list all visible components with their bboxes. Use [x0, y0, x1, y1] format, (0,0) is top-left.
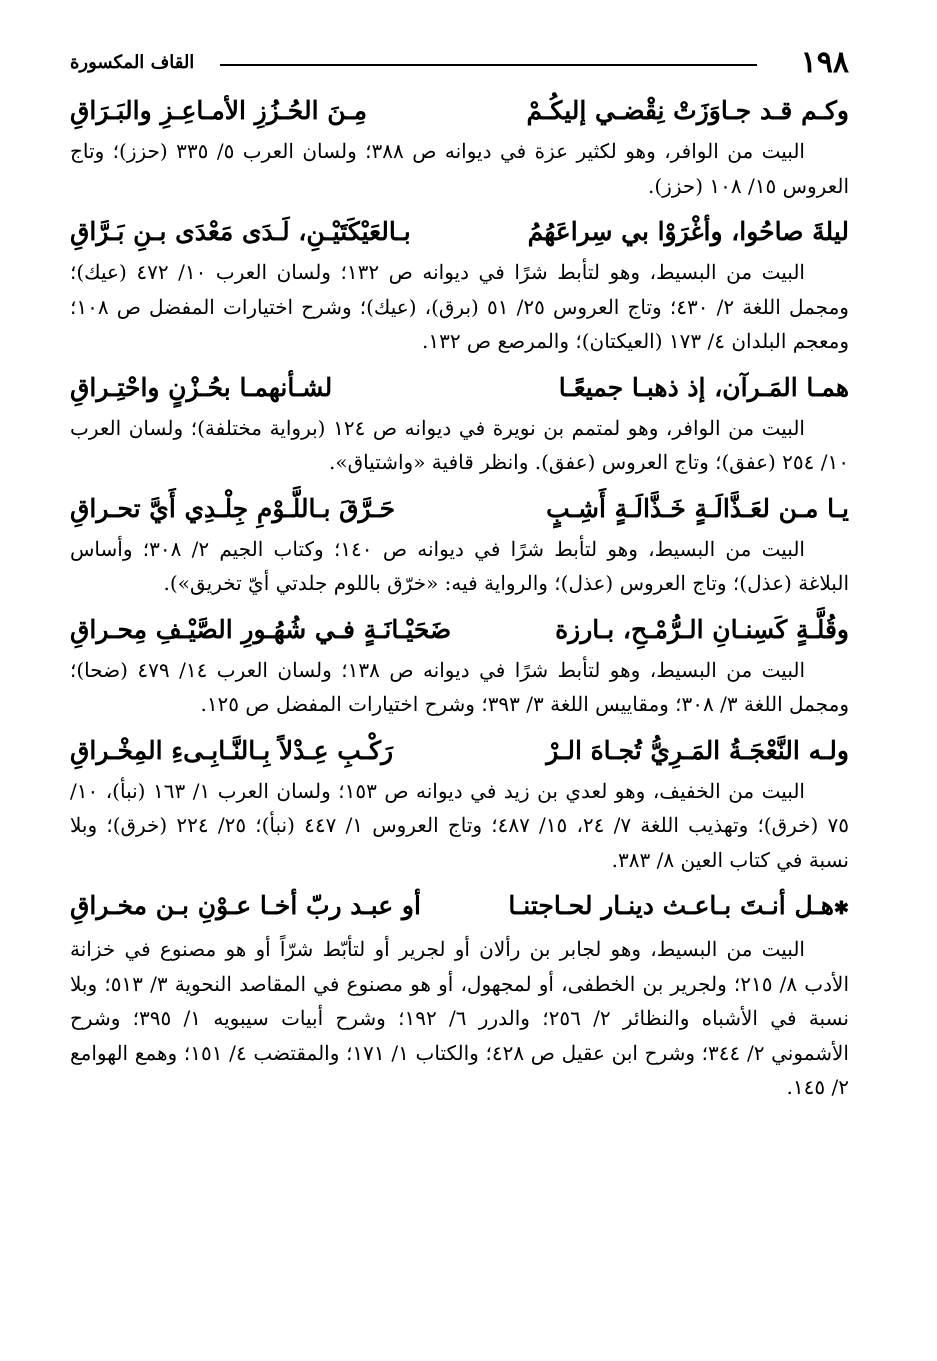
verse-commentary: البيت من الخفيف، وهو لعدي بن زيد في ديوانه ص ١٥٣؛ ولسان العرب ١/ ١٦٣ (نبأ)، ١٠/ ٧٥ (خرق)؛ وتهذيب اللغة ٧/ ٢٤، ١٥/ ٤٨٧؛ وتاج العروس ١/ ٤٤٧ (نبأ)؛ ٢٥/ ٢٢٤ (خرق)؛ وبلا نسبة في كتاب العين ٨/ ٣٨٣.: [70, 778, 849, 872]
verse-entry: [70, 885, 849, 1105]
verse-entry: [70, 730, 849, 878]
verse-commentary: البيت من الوافر، وهو لمتمم بن نويرة في ديوانه ص ١٢٤ (برواية مختلفة)؛ ولسان العرب ١٠/ ٢٥٤ (عفق)؛ وتاج العروس (عفق). وانظر قافية «واشتياق».: [70, 415, 849, 474]
verse-line: [70, 90, 849, 132]
verse-line: [70, 211, 849, 253]
verse-entry: [70, 488, 849, 601]
verse-first-hemistich: يـا مـن لعَـذَّالَـةٍ خَـذَّالَـةٍ أَشِـبٍ: [546, 493, 849, 523]
verse-line: [70, 730, 849, 772]
verse-second-hemistich: بـالعَيْكَتَيْـنِ، لَـدَى مَعْدَى بـنِ بَـرَّاقِ: [70, 217, 411, 246]
header-rule: [220, 64, 757, 66]
verse-entry: [70, 609, 849, 722]
verse-second-hemistich: رَكْـبِ عِـدْلاً بِـالنَّـابِـىءِ المِخْـراقِ: [70, 735, 394, 765]
verse-second-hemistich: لشـأنهمـا بحُـزْنٍ واحْتِـراقِ: [70, 372, 333, 402]
verse-entry: [70, 211, 849, 359]
verse-commentary: البيت من البسيط، وهو لتأبط شرًا في ديوانه ص ١٣٨؛ ولسان العرب ١٤/ ٤٧٩ (ضحا)؛ ومجمل اللغة ٣/ ٣٠٨؛ ومقاييس اللغة ٣/ ٣٩٣؛ وشرح اختيارات المفضل ص ١٢٥.: [70, 657, 849, 716]
verse-entry: [70, 90, 849, 203]
verse-line: [70, 609, 849, 651]
verse-line: [70, 367, 849, 409]
verse-second-hemistich: حَـرَّقَ بـاللَّـوْمِ جِلْـدِي أَيَّ تحـراقِ: [70, 493, 396, 523]
verse-second-hemistich: ضَحَيْـانَـةٍ فـي شُهُـورِ الصَّيْـفِ مِحـراقِ: [70, 614, 452, 644]
verse-first-hemistich: ولـه النَّعْجَـةُ المَـرِيُّ تُجـاهَ الـرْ: [546, 735, 849, 765]
verse-first-hemistich: وكـم قـد جـاوَزَتْ نِقْضـي إليكُـمْ: [526, 96, 849, 125]
verse-line: [70, 488, 849, 530]
verse-second-hemistich: مِـنَ الحُـزُزِ الأمـاعِـزِ والبَـرَاقِ: [70, 96, 367, 125]
verse-commentary: البيت من البسيط، وهو لتأبط شرًا في ديوانه ص ١٣٢؛ ولسان العرب ١٠/ ٤٧٢ (عيك)؛ ومجمل اللغة ٢/ ٤٣٠؛ وتاج العروس ٢٥/ ٥١ (برق)، (عيك)؛ وشرح اختيارات المفضل ص ١٠٨؛ ومعجم البلدان ٤/ ١٧٣ (العيكتان)؛ والمرصع ص ١٣٢.: [70, 260, 849, 353]
verse-first-hemistich: وقُلَّـةٍ كَسِنـانِ الـرُّمْـحِ، بـارزة: [555, 614, 849, 644]
verse-first-hemistich: ليلةَ صاحُوا، وأغْرَوْا بي سِراعَهُمُ: [527, 217, 849, 246]
page-number: ١٩٨: [800, 44, 849, 80]
verse-line-marked: [70, 885, 849, 930]
verse-commentary: البيت من الوافر، وهو لكثير عزة في ديوانه ص ٣٨٨؛ ولسان العرب ٥/ ٣٣٥ (حزز)؛ وتاج العروس ١٥/ ١٠٨ (حزز).: [70, 139, 849, 198]
running-title: القاف المكسورة: [70, 51, 195, 73]
verse-first-hemistich: ✱ هـل أنـتَ بـاعـث دينـار لحـاجتنـا: [508, 885, 849, 930]
verse-entry: [70, 367, 849, 480]
verse-commentary: البيت من البسيط، وهو لجابر بن رألان أو لجرير أو لتأبّط شرّاً أو هو مصنوع في خزانة الأدب ٨/ ٢١٥؛ ولجرير بن الخطفى، أو لمجهول، أو هو مصنوع في المقاصد النحوية ٣/ ٥١٣؛ وبلا نسبة في الأشباه والنظائر ٢/ ٢٥٦؛ والدرر ٦/ ١٩٢؛ وشرح أبيات سيبويه ١/ ٣٩٥؛ وشرح الأشموني ٢/ ٣٤٤؛ وشرح ابن عقيل ص ٤٢٨؛ والكتاب ١/ ١٧١؛ والمقتضب ٤/ ١٥١؛ وهمع الهوامع ٢/ ١٤٥.: [70, 937, 849, 1099]
page-header: [70, 42, 849, 82]
verse-commentary: البيت من البسيط، وهو لتأبط شرًا في ديوانه ص ١٤٠؛ وكتاب الجيم ٢/ ٣٠٨؛ وأساس البلاغة (عذل)؛ وتاج العروس (عذل)؛ والرواية فيه: «خرّق باللوم جلدتي أيّ تخريق»).: [70, 536, 849, 595]
verse-second-hemistich: أو عبـد ربّ أخـا عـوْنِ بـن مخـراقِ: [70, 891, 421, 920]
verse-first-hemistich: همـا المَـرآن، إذ ذهبـا جميعًـا: [558, 372, 849, 402]
